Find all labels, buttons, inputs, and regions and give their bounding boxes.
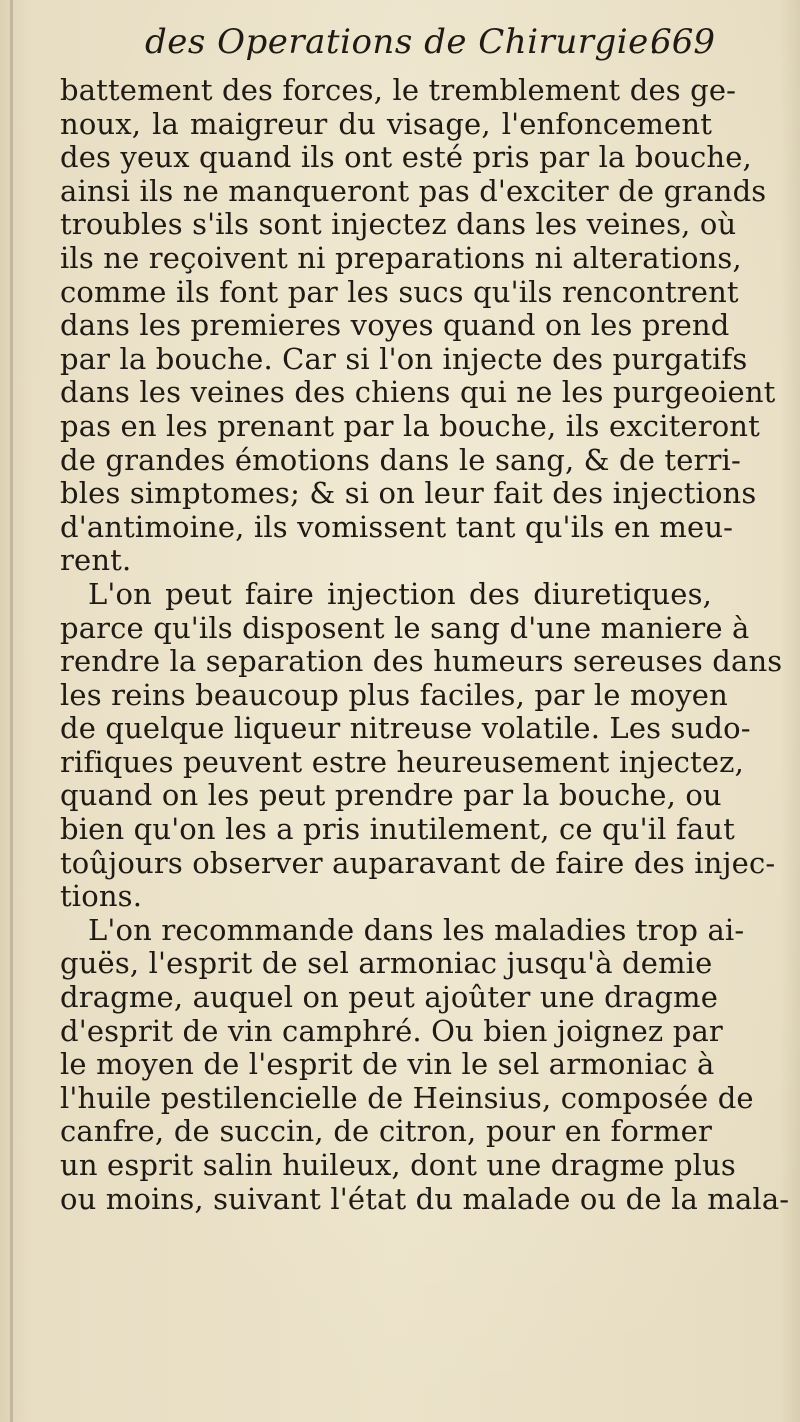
text-line: ils ne reçoivent ni preparations ni alterations, <box>60 240 742 275</box>
text-line: dans les veines des chiens qui ne les purgeoient <box>60 375 776 410</box>
text-line: dragme, auquel on peut ajoûter une dragme <box>60 980 719 1015</box>
text-line: l'huile pestilencielle de Heinsius, composée de <box>60 1080 754 1115</box>
text-line: d'esprit de vin camphré. Ou bien joignez par <box>60 1013 723 1048</box>
text-line: tions. <box>60 879 143 914</box>
running-head <box>145 22 715 74</box>
running-title: des Operations de Chirurgie. <box>145 22 661 62</box>
text-line: les reins beaucoup plus faciles, par le moyen <box>60 677 728 712</box>
text-line: d'antimoine, ils vomissent tant qu'ils en meu- <box>60 509 734 544</box>
text-line: L'on peut faire injection des diuretiques, <box>88 576 712 611</box>
text-line: ainsi ils ne manqueront pas d'exciter de grands <box>60 173 767 208</box>
text-line: bles simptomes; & si on leur fait des injections <box>60 476 757 511</box>
text-line: de quelque liqueur nitreuse volatile. Les sudo- <box>60 711 751 746</box>
page-gutter <box>10 0 13 1422</box>
body-text <box>60 73 790 1216</box>
text-line: guës, l'esprit de sel armoniac jusqu'à demie <box>60 946 713 981</box>
text-line: troubles s'ils sont injectez dans les veines, où <box>60 207 737 242</box>
text-line: des yeux quand ils ont esté pris par la bouche, <box>60 140 752 175</box>
text-line: rifiques peuvent estre heureusement injectez, <box>60 744 744 779</box>
text-line: dans les premieres voyes quand on les prend <box>60 308 730 343</box>
text-line: canfre, de succin, de citron, pour en former <box>60 1114 712 1149</box>
text-line: rendre la separation des humeurs sereuses dans <box>60 644 783 679</box>
text-line: par la bouche. Car si l'on injecte des purgatifs <box>60 341 748 376</box>
text-line: rent. <box>60 543 132 578</box>
text-line: de grandes émotions dans le sang, & de terri- <box>60 442 741 477</box>
text-line: quand on les peut prendre par la bouche, ou <box>60 778 722 813</box>
text-line: pas en les prenant par la bouche, ils exciteront <box>60 408 760 443</box>
text-line: le moyen de l'esprit de vin le sel armoniac à <box>60 1047 715 1082</box>
text-line: comme ils font par les sucs qu'ils rencontrent <box>60 274 739 309</box>
text-line: noux, la maigreur du visage, l'enfoncement <box>60 106 712 141</box>
text-line: ou moins, suivant l'état du malade ou de la mala- <box>60 1181 790 1216</box>
text-line: L'on recommande dans les maladies trop ai- <box>88 912 745 947</box>
text-line: bien qu'on les a pris inutilement, ce qu'il faut <box>60 812 735 847</box>
page-number: 669 <box>650 22 715 62</box>
text-line: un esprit salin huileux, dont une dragme plus <box>60 1148 736 1182</box>
text-line: toûjours observer auparavant de faire des injec- <box>60 845 776 880</box>
text-line: battement des forces, le tremblement des ge- <box>60 73 737 107</box>
text-line: parce qu'ils disposent le sang d'une maniere à <box>60 610 750 645</box>
